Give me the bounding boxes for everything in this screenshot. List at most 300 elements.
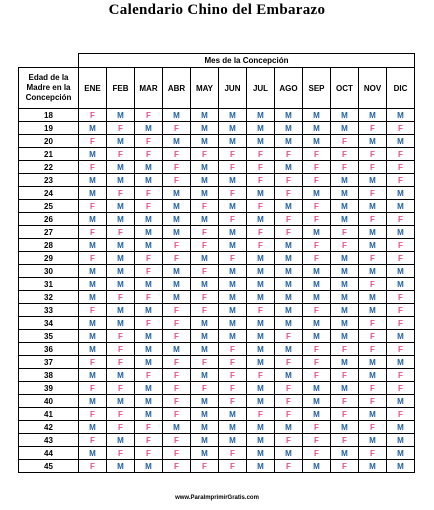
age-cell: 31 xyxy=(19,278,79,291)
gender-cell: F xyxy=(387,213,415,226)
gender-cell: F xyxy=(275,395,303,408)
gender-cell: F xyxy=(387,304,415,317)
gender-cell: F xyxy=(219,252,247,265)
gender-cell: F xyxy=(303,200,331,213)
gender-cell: M xyxy=(135,122,163,135)
gender-cell: M xyxy=(387,330,415,343)
gender-cell: F xyxy=(331,135,359,148)
gender-cell: F xyxy=(219,369,247,382)
gender-cell: M xyxy=(79,291,107,304)
gender-cell: M xyxy=(107,174,135,187)
gender-cell: F xyxy=(191,265,219,278)
gender-cell: F xyxy=(359,148,387,161)
gender-cell: F xyxy=(331,369,359,382)
gender-cell: M xyxy=(331,122,359,135)
gender-cell: M xyxy=(107,369,135,382)
age-cell: 36 xyxy=(19,343,79,356)
gender-cell: F xyxy=(191,239,219,252)
corner-cell xyxy=(19,54,79,68)
gender-cell: F xyxy=(359,278,387,291)
table-row xyxy=(19,291,415,304)
gender-cell: F xyxy=(135,421,163,434)
gender-cell: F xyxy=(219,395,247,408)
age-cell: 35 xyxy=(19,330,79,343)
gender-cell: F xyxy=(219,161,247,174)
gender-cell: M xyxy=(247,421,275,434)
gender-cell: M xyxy=(163,109,191,122)
age-cell: 19 xyxy=(19,122,79,135)
gender-cell: M xyxy=(107,109,135,122)
gender-cell: M xyxy=(247,395,275,408)
gender-cell: M xyxy=(303,408,331,421)
gender-cell: M xyxy=(247,187,275,200)
table-row xyxy=(19,460,415,473)
gender-cell: M xyxy=(331,252,359,265)
gender-cell: F xyxy=(107,356,135,369)
gender-cell: F xyxy=(359,161,387,174)
gender-cell: M xyxy=(107,434,135,447)
gender-cell: M xyxy=(79,343,107,356)
gender-cell: M xyxy=(107,304,135,317)
age-cell: 34 xyxy=(19,317,79,330)
gender-cell: F xyxy=(331,434,359,447)
gender-cell: M xyxy=(219,239,247,252)
gender-cell: F xyxy=(79,109,107,122)
gender-cell: F xyxy=(79,200,107,213)
month-header-feb: FEB xyxy=(107,68,135,109)
gender-cell: M xyxy=(247,447,275,460)
gender-cell: F xyxy=(247,239,275,252)
gender-cell: F xyxy=(303,421,331,434)
gender-cell: F xyxy=(247,226,275,239)
age-cell: 22 xyxy=(19,161,79,174)
gender-cell: F xyxy=(191,460,219,473)
pregnancy-calendar-table xyxy=(18,53,415,473)
gender-cell: F xyxy=(387,161,415,174)
gender-cell: F xyxy=(219,343,247,356)
gender-cell: F xyxy=(79,382,107,395)
gender-cell: F xyxy=(135,135,163,148)
gender-cell: M xyxy=(191,408,219,421)
age-cell: 42 xyxy=(19,421,79,434)
gender-cell: M xyxy=(303,278,331,291)
gender-cell: M xyxy=(247,330,275,343)
gender-cell: M xyxy=(303,330,331,343)
gender-cell: M xyxy=(163,265,191,278)
gender-cell: M xyxy=(359,265,387,278)
gender-cell: M xyxy=(303,109,331,122)
gender-cell: M xyxy=(135,408,163,421)
gender-cell: F xyxy=(303,174,331,187)
gender-cell: M xyxy=(191,135,219,148)
age-header-line: Edad de la xyxy=(28,73,69,82)
gender-cell: M xyxy=(107,460,135,473)
gender-cell: F xyxy=(107,122,135,135)
gender-cell: M xyxy=(387,447,415,460)
gender-cell: F xyxy=(191,226,219,239)
gender-cell: M xyxy=(331,421,359,434)
gender-cell: F xyxy=(331,161,359,174)
gender-cell: M xyxy=(275,447,303,460)
gender-cell: M xyxy=(275,317,303,330)
age-cell: 44 xyxy=(19,447,79,460)
gender-cell: M xyxy=(219,421,247,434)
gender-cell: M xyxy=(79,174,107,187)
gender-cell: M xyxy=(107,395,135,408)
gender-cell: F xyxy=(163,369,191,382)
gender-cell: F xyxy=(359,421,387,434)
gender-cell: F xyxy=(359,395,387,408)
gender-cell: M xyxy=(387,356,415,369)
gender-cell: M xyxy=(191,434,219,447)
gender-cell: F xyxy=(275,382,303,395)
gender-cell: M xyxy=(135,330,163,343)
month-header-sep: SEP xyxy=(303,68,331,109)
table-row xyxy=(19,369,415,382)
gender-cell: F xyxy=(331,460,359,473)
gender-cell: F xyxy=(359,343,387,356)
gender-cell: M xyxy=(331,109,359,122)
gender-cell: M xyxy=(359,408,387,421)
gender-cell: F xyxy=(191,148,219,161)
gender-cell: F xyxy=(359,252,387,265)
gender-cell: M xyxy=(219,317,247,330)
gender-cell: F xyxy=(79,408,107,421)
gender-cell: F xyxy=(275,460,303,473)
gender-cell: F xyxy=(331,226,359,239)
gender-cell: F xyxy=(275,408,303,421)
table-row xyxy=(19,278,415,291)
gender-cell: M xyxy=(387,135,415,148)
gender-cell: M xyxy=(359,239,387,252)
gender-cell: F xyxy=(219,213,247,226)
gender-cell: M xyxy=(331,187,359,200)
gender-cell: M xyxy=(359,200,387,213)
gender-cell: M xyxy=(79,187,107,200)
gender-cell: M xyxy=(303,291,331,304)
gender-cell: M xyxy=(359,291,387,304)
calendar-body xyxy=(19,109,415,473)
age-cell: 33 xyxy=(19,304,79,317)
gender-cell: F xyxy=(79,226,107,239)
gender-cell: M xyxy=(387,265,415,278)
gender-cell: F xyxy=(387,122,415,135)
gender-cell: M xyxy=(275,109,303,122)
table-row xyxy=(19,395,415,408)
gender-cell: F xyxy=(275,148,303,161)
gender-cell: M xyxy=(107,265,135,278)
table-row xyxy=(19,356,415,369)
gender-cell: F xyxy=(135,447,163,460)
gender-cell: M xyxy=(135,174,163,187)
gender-cell: M xyxy=(191,343,219,356)
gender-cell: F xyxy=(275,330,303,343)
table-row xyxy=(19,434,415,447)
gender-cell: F xyxy=(191,304,219,317)
gender-cell: M xyxy=(135,161,163,174)
gender-cell: M xyxy=(191,278,219,291)
gender-cell: M xyxy=(247,291,275,304)
table-row xyxy=(19,122,415,135)
gender-cell: M xyxy=(191,109,219,122)
gender-cell: F xyxy=(135,291,163,304)
gender-cell: M xyxy=(275,421,303,434)
gender-cell: F xyxy=(107,291,135,304)
age-cell: 45 xyxy=(19,460,79,473)
gender-cell: F xyxy=(107,382,135,395)
gender-cell: F xyxy=(135,317,163,330)
gender-cell: F xyxy=(359,382,387,395)
gender-cell: F xyxy=(163,460,191,473)
gender-cell: M xyxy=(359,174,387,187)
gender-cell: M xyxy=(135,382,163,395)
age-header-line: Madre en la xyxy=(26,83,71,92)
gender-cell: M xyxy=(359,135,387,148)
gender-cell: M xyxy=(135,304,163,317)
gender-cell: F xyxy=(387,382,415,395)
gender-cell: M xyxy=(275,278,303,291)
gender-cell: F xyxy=(331,343,359,356)
gender-cell: M xyxy=(359,304,387,317)
gender-cell: M xyxy=(107,317,135,330)
month-header-dic: DIC xyxy=(387,68,415,109)
gender-cell: M xyxy=(79,369,107,382)
age-cell: 27 xyxy=(19,226,79,239)
gender-cell: F xyxy=(163,304,191,317)
gender-cell: M xyxy=(135,239,163,252)
gender-cell: M xyxy=(163,200,191,213)
table-row xyxy=(19,330,415,343)
gender-cell: M xyxy=(387,226,415,239)
gender-cell: F xyxy=(359,187,387,200)
gender-cell: M xyxy=(191,447,219,460)
gender-cell: M xyxy=(247,460,275,473)
gender-cell: F xyxy=(135,148,163,161)
gender-cell: M xyxy=(191,330,219,343)
month-header-row xyxy=(19,68,415,109)
gender-cell: M xyxy=(275,135,303,148)
gender-cell: M xyxy=(219,226,247,239)
gender-cell: F xyxy=(219,187,247,200)
gender-cell: F xyxy=(303,148,331,161)
gender-cell: M xyxy=(191,187,219,200)
gender-cell: F xyxy=(303,213,331,226)
gender-cell: F xyxy=(303,161,331,174)
age-cell: 23 xyxy=(19,174,79,187)
gender-cell: M xyxy=(247,343,275,356)
gender-cell: M xyxy=(219,330,247,343)
gender-cell: F xyxy=(303,304,331,317)
gender-cell: M xyxy=(387,200,415,213)
gender-cell: F xyxy=(163,239,191,252)
gender-cell: M xyxy=(359,369,387,382)
gender-cell: F xyxy=(135,109,163,122)
gender-cell: M xyxy=(219,278,247,291)
gender-cell: F xyxy=(135,265,163,278)
gender-cell: M xyxy=(247,317,275,330)
gender-cell: M xyxy=(331,356,359,369)
gender-cell: M xyxy=(387,278,415,291)
gender-cell: F xyxy=(79,304,107,317)
gender-cell: M xyxy=(107,278,135,291)
gender-cell: M xyxy=(79,330,107,343)
gender-cell: M xyxy=(79,317,107,330)
gender-cell: F xyxy=(303,369,331,382)
gender-cell: F xyxy=(191,356,219,369)
gender-cell: F xyxy=(163,161,191,174)
gender-cell: M xyxy=(331,330,359,343)
gender-cell: M xyxy=(303,265,331,278)
gender-cell: M xyxy=(135,226,163,239)
gender-cell: M xyxy=(303,122,331,135)
gender-cell: M xyxy=(303,317,331,330)
gender-cell: M xyxy=(135,343,163,356)
gender-cell: F xyxy=(219,447,247,460)
gender-cell: F xyxy=(107,343,135,356)
gender-cell: F xyxy=(359,447,387,460)
gender-cell: F xyxy=(163,447,191,460)
gender-cell: F xyxy=(163,395,191,408)
gender-cell: M xyxy=(359,356,387,369)
gender-cell: M xyxy=(303,226,331,239)
gender-cell: F xyxy=(387,369,415,382)
gender-cell: M xyxy=(331,317,359,330)
month-header-ene: ENE xyxy=(79,68,107,109)
gender-cell: F xyxy=(331,408,359,421)
gender-cell: F xyxy=(163,252,191,265)
gender-cell: F xyxy=(275,187,303,200)
table-row xyxy=(19,109,415,122)
age-cell: 39 xyxy=(19,382,79,395)
gender-cell: M xyxy=(219,200,247,213)
gender-cell: M xyxy=(247,278,275,291)
gender-cell: M xyxy=(219,291,247,304)
gender-cell: M xyxy=(163,421,191,434)
gender-cell: M xyxy=(79,213,107,226)
gender-cell: F xyxy=(331,395,359,408)
gender-cell: F xyxy=(359,213,387,226)
gender-cell: M xyxy=(163,135,191,148)
gender-cell: M xyxy=(219,304,247,317)
gender-cell: M xyxy=(359,460,387,473)
gender-cell: F xyxy=(191,200,219,213)
age-cell: 25 xyxy=(19,200,79,213)
gender-cell: M xyxy=(331,213,359,226)
month-header-oct: OCT xyxy=(331,68,359,109)
gender-cell: M xyxy=(79,395,107,408)
gender-cell: M xyxy=(275,122,303,135)
gender-cell: M xyxy=(219,265,247,278)
gender-cell: F xyxy=(79,460,107,473)
gender-cell: F xyxy=(163,148,191,161)
table-row xyxy=(19,213,415,226)
age-cell: 21 xyxy=(19,148,79,161)
gender-cell: F xyxy=(387,174,415,187)
page-title: Calendario Chino del Embarazo xyxy=(108,2,326,18)
gender-cell: M xyxy=(331,278,359,291)
gender-cell: M xyxy=(303,395,331,408)
gender-cell: F xyxy=(275,356,303,369)
month-group-header-row xyxy=(19,54,415,68)
gender-cell: M xyxy=(79,239,107,252)
gender-cell: M xyxy=(331,447,359,460)
gender-cell: M xyxy=(247,356,275,369)
gender-cell: M xyxy=(387,395,415,408)
gender-cell: M xyxy=(79,265,107,278)
gender-cell: F xyxy=(387,408,415,421)
age-cell: 38 xyxy=(19,369,79,382)
age-cell: 40 xyxy=(19,395,79,408)
gender-cell: M xyxy=(191,174,219,187)
gender-cell: F xyxy=(275,226,303,239)
gender-cell: M xyxy=(191,161,219,174)
gender-cell: F xyxy=(107,447,135,460)
gender-cell: M xyxy=(387,187,415,200)
gender-cell: M xyxy=(163,291,191,304)
gender-cell: M xyxy=(331,265,359,278)
gender-cell: M xyxy=(135,460,163,473)
gender-cell: F xyxy=(135,369,163,382)
gender-cell: M xyxy=(247,434,275,447)
gender-cell: M xyxy=(275,200,303,213)
table-row xyxy=(19,187,415,200)
month-header-mar: MAR xyxy=(135,68,163,109)
gender-cell: F xyxy=(219,460,247,473)
gender-cell: M xyxy=(331,200,359,213)
gender-cell: M xyxy=(79,278,107,291)
gender-cell: F xyxy=(275,434,303,447)
age-cell: 28 xyxy=(19,239,79,252)
gender-cell: F xyxy=(135,434,163,447)
month-header-jul: JUL xyxy=(247,68,275,109)
gender-cell: F xyxy=(359,122,387,135)
footer-url: www.ParaImprimirGratis.com xyxy=(175,495,259,501)
gender-cell: F xyxy=(247,369,275,382)
gender-cell: M xyxy=(387,434,415,447)
table-row xyxy=(19,226,415,239)
gender-cell: M xyxy=(275,252,303,265)
gender-cell: F xyxy=(303,356,331,369)
table-row xyxy=(19,239,415,252)
gender-cell: M xyxy=(107,135,135,148)
gender-cell: F xyxy=(247,304,275,317)
month-header-abr: ABR xyxy=(163,68,191,109)
age-cell: 24 xyxy=(19,187,79,200)
gender-cell: F xyxy=(79,135,107,148)
gender-cell: M xyxy=(303,187,331,200)
table-row xyxy=(19,252,415,265)
gender-cell: F xyxy=(163,317,191,330)
gender-cell: F xyxy=(387,148,415,161)
gender-cell: F xyxy=(135,200,163,213)
gender-cell: M xyxy=(247,109,275,122)
gender-cell: M xyxy=(135,395,163,408)
gender-cell: M xyxy=(303,382,331,395)
gender-cell: F xyxy=(387,291,415,304)
gender-cell: M xyxy=(107,239,135,252)
gender-cell: F xyxy=(107,148,135,161)
gender-cell: F xyxy=(331,239,359,252)
gender-cell: M xyxy=(247,122,275,135)
gender-cell: F xyxy=(163,330,191,343)
gender-cell: M xyxy=(191,369,219,382)
gender-cell: F xyxy=(359,317,387,330)
month-header-nov: NOV xyxy=(359,68,387,109)
gender-cell: M xyxy=(247,135,275,148)
gender-cell: F xyxy=(79,356,107,369)
table-row xyxy=(19,304,415,317)
gender-cell: M xyxy=(387,460,415,473)
